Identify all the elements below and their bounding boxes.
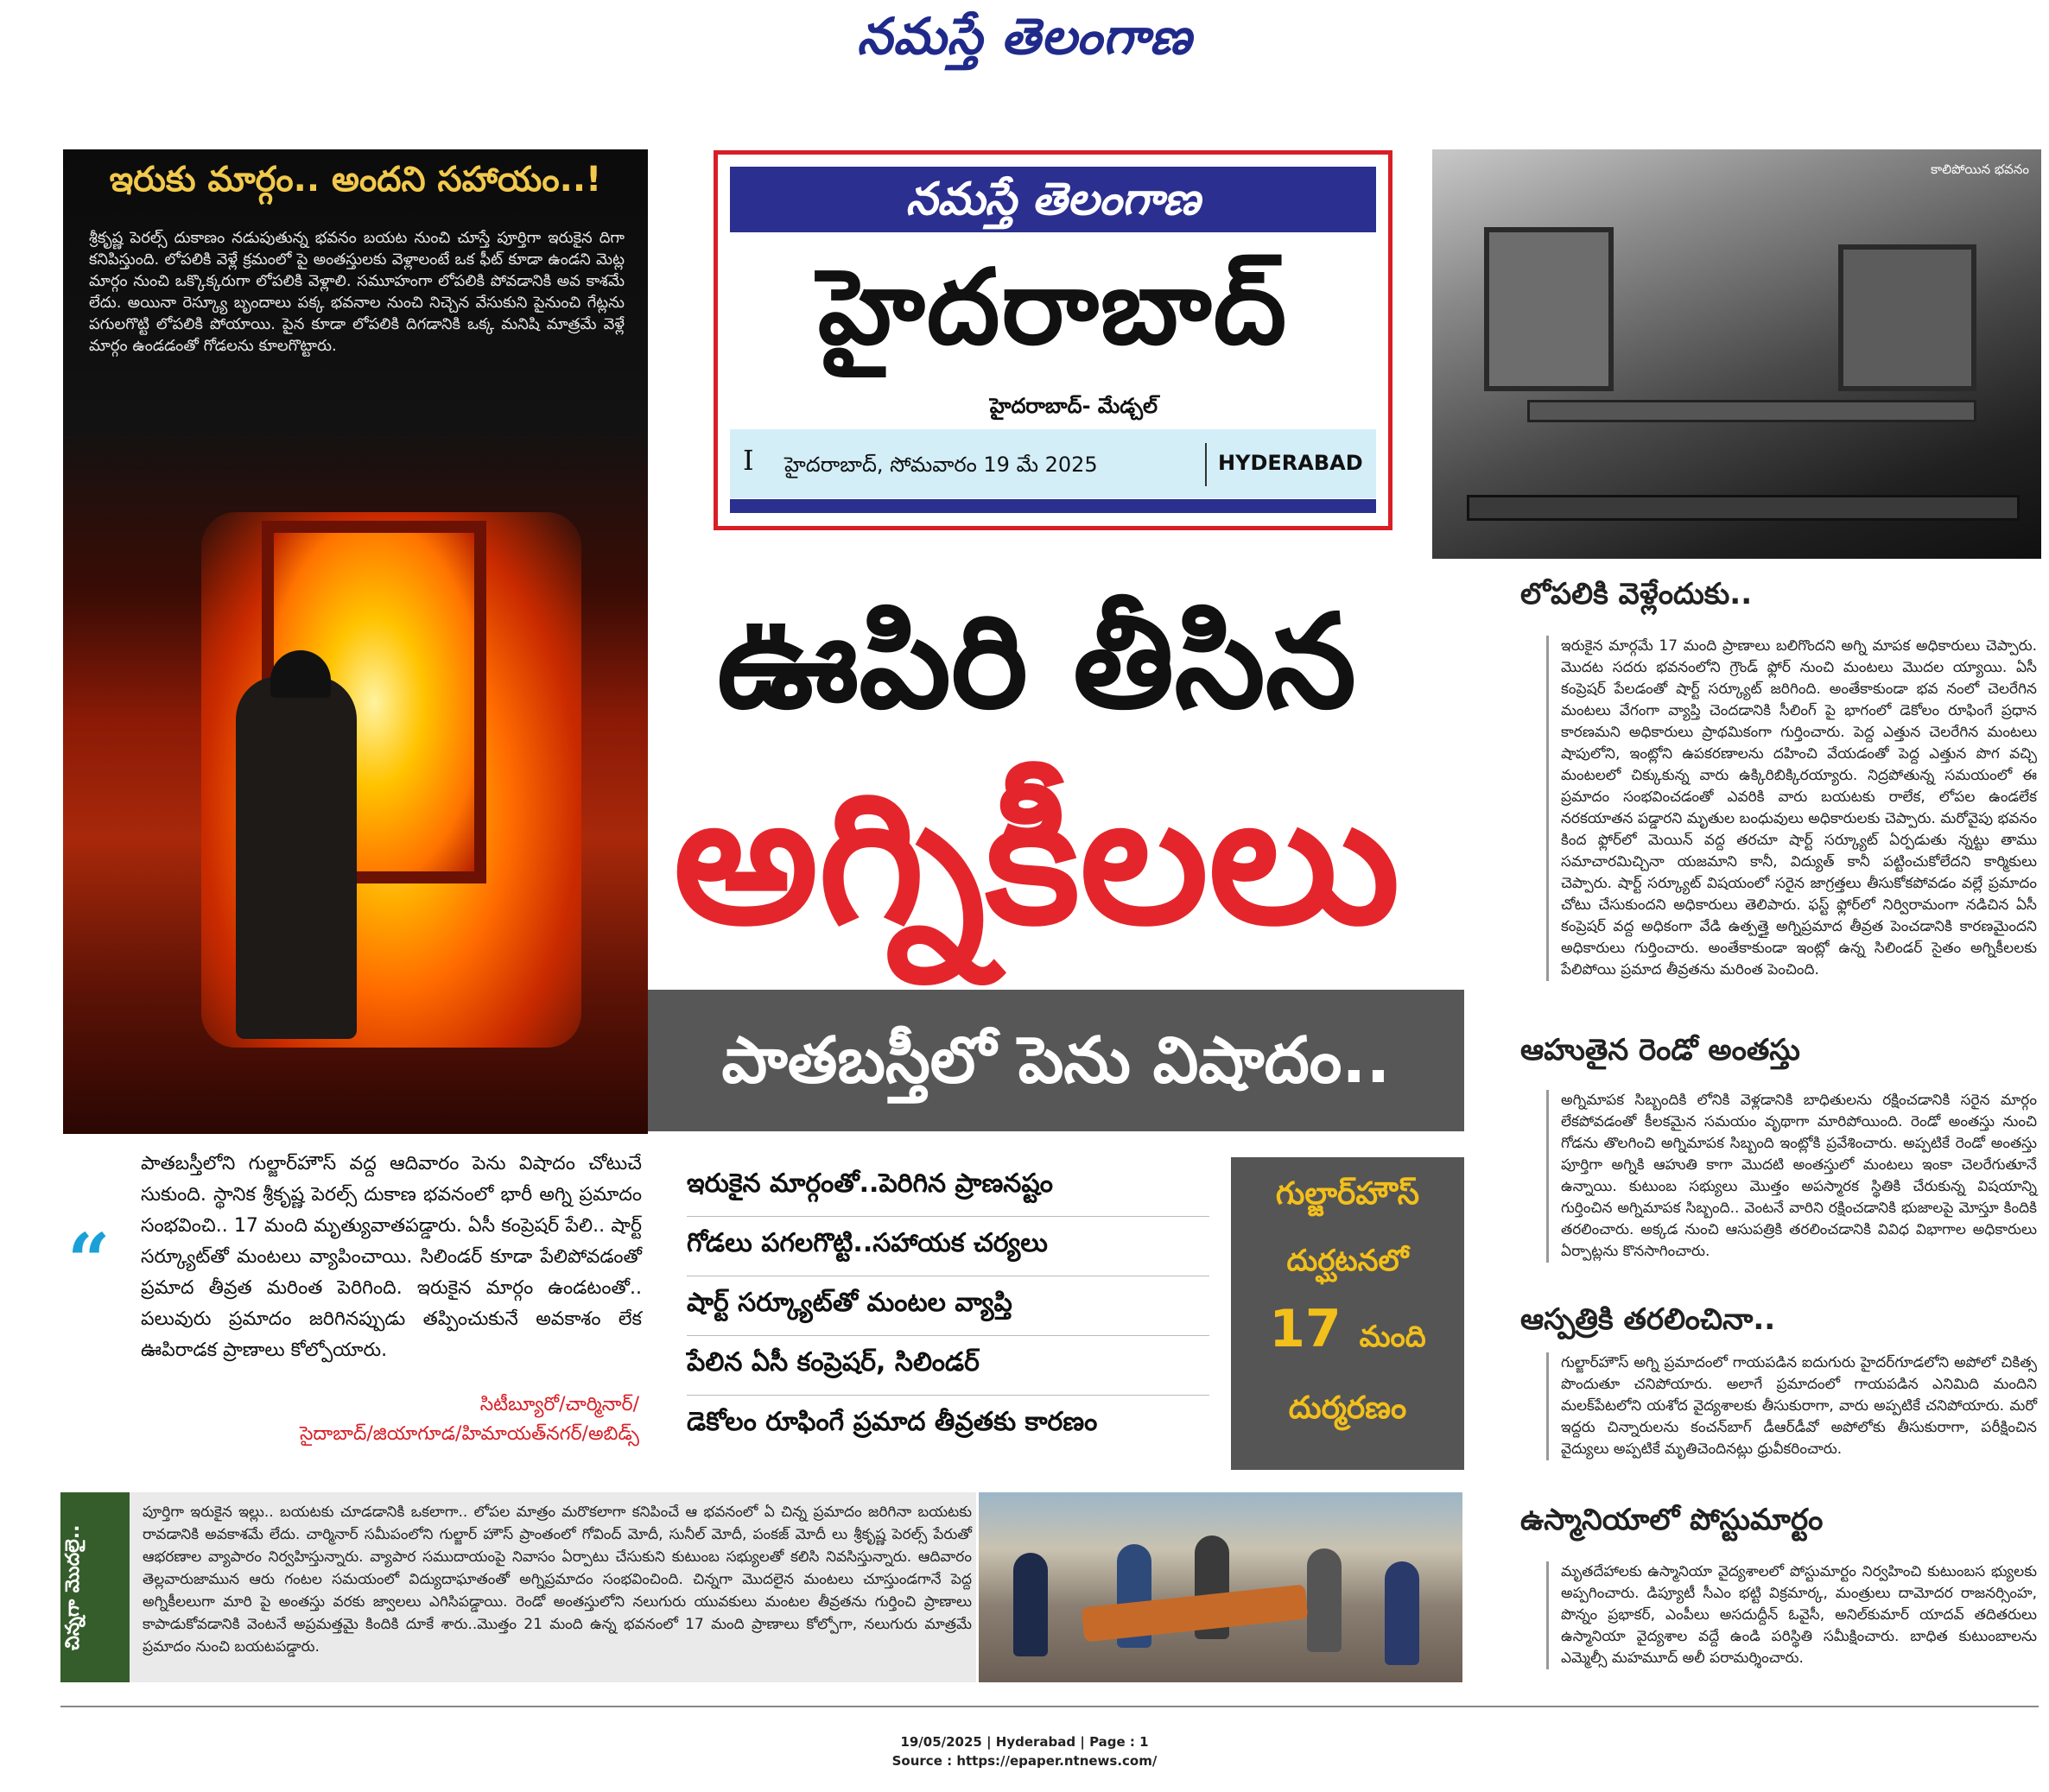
bystander-figure <box>1307 1548 1342 1652</box>
burnt-building-photo <box>1432 149 2041 559</box>
masthead-bottom-bar <box>730 499 1376 513</box>
headline-line1: ఊపిరి తీసిన <box>717 587 1356 738</box>
ruin-railing-upper <box>1527 400 1976 422</box>
right-heading-4: ఉస్మానియాలో పోస్టుమార్టం <box>1520 1503 1824 1537</box>
highlight-item: గోడలు పగలగొట్టి..సహాయక చర్యలు <box>687 1217 1209 1276</box>
death-toll-count <box>1231 1299 1464 1361</box>
sidebar-story-text: పూర్తిగా ఇరుకైన ఇల్లు.. బయటకు చూడడానికి ఒకలాగా.. లోపల మాత్రం మరొకలాగా కనిపించే ఆ భవనంలో ఏ చిన్న ప్రమాదం జరిగినా బయటకు రావడానికి అవకాశమే లేదు. చార్మినార్ సమీపంలోని గుల్జార్ హౌస్ ప్రాంతంలో గోవింద్ మోదీ, సునీల్ మోదీ, పంకజ్ మోదీ లు శ్రీకృష్ణ పెరల్స్ పేరుతో ఆభరణాల వ్యాపారం నిర్వహిస్తున్నారు. వ్యాపార సముదాయంపై నివాసం ఏర్పాటు చేసుకుని కుటుంబ సభ్యులతో కలిసి నివసిస్తున్నారు. ఆదివారం తెల్లవారుజామున ఆరు గంటల సమయంలో విద్యుదాఘాతంతో అగ్నిప్రమాదం సంభవించింది. చిన్నగా మొదలైన మంటలు చూస్తుండగానే పెద్ద అగ్నికీలలుగా మారి పై అంతస్తు వరకు జ్వాలలు ఎగిసిపడ్డాయి. రెండో అంతస్తులోని నలుగురు యువకులు మంటల తీవ్రతను గుర్తించి ప్రాణాలు కాపాడుకోవడానికి వెంటనే అప్రమత్తమై కిందికి దూకే శారు..మొత్తం 21 మంది ఉన్న భవనంలో 17 మంది ప్రాణాలు కోల్పోగా, నలుగురు మాత్రమే ప్రమాదం నుంచి బయటపడ్డారు. <box>143 1504 972 1656</box>
firefighter-figure <box>236 676 357 1039</box>
quote-icon: “ <box>67 1218 111 1305</box>
bystander-figure <box>1013 1553 1048 1656</box>
bystander-figure <box>1385 1561 1419 1665</box>
edition-mark: I <box>743 444 754 477</box>
ruin-window-right <box>1838 244 1976 391</box>
highlight-item: షార్ట్ సర్క్యూట్‌తో మంటల వ్యాప్తి <box>687 1276 1209 1336</box>
subheadline: పాతబస్తీలో పెను విషాదం.. <box>721 1023 1391 1098</box>
death-toll-word: దుర్మరణం <box>1288 1390 1407 1426</box>
death-toll-event: దుర్ఘటనలో <box>1286 1244 1409 1278</box>
fire-photo-panel <box>63 149 648 1134</box>
highlights-list <box>687 1157 1209 1454</box>
highlight-item: డెకోలం రూఫింగే ప్రమాద తీవ్రతకు కారణం <box>687 1407 1098 1437</box>
byline-line1: సిటీబ్యూరో/చార్మినార్/ <box>479 1394 639 1415</box>
masthead-city: హైదరాబాద్ <box>817 248 1289 368</box>
right-heading-1: లోపలికి వెళ్లేందుకు.. <box>1520 577 1753 611</box>
right-paragraph-2: అగ్నిమాపక సిబ్బందికి లోనికి వెళ్లడానికి బాధితులను రక్షించడానికి సరైన మార్గం లేకపోవడంతో కీలకమైన సమయం వృథాగా మారిపోయింది. రెండో అంతస్తు నుంచి గోడను తొలగించి అగ్నిమాపక సిబ్బంది ఇంట్లోకి ప్రవేశించారు. అప్పటికే రెండో అంతస్తు పూర్తిగా అగ్నికి ఆహుతి కాగా మొదటి అంతస్తులో మంటలు ఇంకా చెలరేగుతూనే ఉన్నాయి. కుటుంబ సభ్యులు మొత్తం అపస్మారక స్థితికి చేరుకున్న విషయాన్ని గుర్తించిన అగ్నిమాపక సిబ్బంది.. వెంటనే వారిని రక్షించడానికి భుజాలపై మోస్తూ కిందికి తరలించారు. అక్కడ నుంచి ఆసుపత్రికి తరలించడానికి వివిధ విభాగాల అధికారులు ఏర్పాట్లను కొనసాగించారు. <box>1546 1090 2037 1263</box>
fire-box-title: ఇరుకు మార్గం.. అందని సహాయం..! <box>109 160 602 199</box>
highlight-item: పేలిన ఏసీ కంప్రెషర్, సిలిండర్ <box>687 1336 1209 1396</box>
footer-rule <box>60 1706 2039 1707</box>
sidebar-story-tab-label: చిన్నగా మొదలై.. <box>62 1524 84 1650</box>
headline-line2: అగ్నికీలలు <box>673 753 1400 965</box>
masthead-edition-english: HYDERABAD <box>1218 451 1363 475</box>
ruin-railing-lower <box>1467 495 2020 521</box>
masthead-brand: నమస్తే తెలంగాణ <box>730 167 1376 232</box>
right-heading-2: ఆహుతైన రెండో అంతస్తు <box>1520 1033 1800 1067</box>
death-toll-number: 17 <box>1269 1299 1342 1359</box>
footer-source: Source : https://epaper.ntnews.com/ <box>891 1753 1158 1769</box>
death-toll-unit: మంది <box>1359 1320 1426 1354</box>
rescue-crowd-photo <box>979 1492 1462 1682</box>
ruin-window-left <box>1484 227 1614 391</box>
masthead-divider <box>1205 443 1207 486</box>
right-heading-3: ఆస్పత్రికి తరలించినా.. <box>1520 1302 1776 1337</box>
byline <box>207 1390 639 1449</box>
right-paragraph-3: గుల్జార్‌హౌస్ అగ్ని ప్రమాదంలో గాయపడిన ఐదుగురు హైదర్‌గూడలోని అపోలో చికిత్స పొందుతూ చనిపోయారు. అలాగే ప్రమాదంలో గాయపడిన ఎనిమిది మందిని మలక్‌పేటలోని యశోద వైద్యశాలకు తీసుకురాగా, వారు అప్పటికే చనిపోయారు. మరో ఇద్దరు చిన్నారులను కంచన్‌బాగ్ డీఆర్‌డీవో అపోలోకు తీసుకురాగా, పరీక్షించిన వైద్యులు అప్పటికే మృతిచెందినట్లు ధ్రువీకరించారు. <box>1546 1352 2037 1460</box>
intro-paragraph: పాతబస్తీలోని గుల్జార్‌హౌస్ వద్ద ఆదివారం పెను విషాదం చోటుచే సుకుంది. స్థానిక శ్రీకృష్ణ పెరల్స్ దుకాణ భవనంలో భారీ అగ్ని ప్రమాదం సంభవించి.. 17 మంది మృత్యువాతపడ్డారు. ఏసీ కంప్రెషర్ పేలి.. షార్ట్ సర్క్యూట్‌తో మంటలు వ్యాపించాయి. సిలిండర్ కూడా పేలిపోవడంతో ప్రమాద తీవ్రత మరింత పెరిగింది. ఇరుకైన మార్గం ఉండటంతో.. పలువురు ప్రమాదం జరిగినప్పుడు తప్పించుకునే అవకాశం లేక ఊపిరాడక ప్రాణాలు కోల్పోయారు. <box>141 1153 642 1361</box>
death-toll-place: గుల్జార్‌హౌస్ <box>1275 1176 1420 1212</box>
byline-line2: సైదాబాద్/జియాగూడ/హిమాయత్‌నగర్/అబిడ్స్ <box>299 1423 639 1445</box>
highlight-item: ఇరుకైన మార్గంతో..పెరిగిన ప్రాణనష్టం <box>687 1157 1209 1217</box>
masthead-subtitle: హైదరాబాద్- మేడ్చల్ <box>989 394 1158 418</box>
fire-box-text: శ్రీకృష్ణ పెరల్స్ దుకాణం నడుపుతున్న భవనం బయట నుంచి చూస్తే పూర్తిగా ఇరుకైన దిగా కనిపిస్తుంది. లోపలికి వెళ్లే క్రమంలో పై అంతస్తులకు వెళ్లాలంటే ఒక ఫీట్ కూడా ఉండని మెట్ల మార్గం నుంచి ఒక్కొక్కరుగా లోపలికి వెళ్లాలి. సమూహంగా లోపలికి పోవడానికి అవ కాశమే లేదు. అయినా రెస్క్యూ బృందాలు పక్క భవనాల నుంచి నిచ్చెన వేసుకుని పైనుంచి గేట్లను పగులగొట్టి లోపలికి పోయాయి. పైన కూడా లోపలికి దిగడానికి ఒక్క మనిషి మాత్రమే వెళ్లే మార్గం ఉండడంతో గోడలను కూలగొట్టారు. <box>89 229 625 355</box>
photo-caption: కాలిపోయిన భవనం <box>1931 161 2029 177</box>
masthead-date: హైదరాబాద్, సోమవారం 19 మే 2025 <box>784 453 1098 477</box>
footer-page-info: 19/05/2025 | Hyderabad | Page : 1 <box>900 1734 1149 1750</box>
newspaper-logo: నమస్తే తెలంగాణ <box>857 7 1192 66</box>
right-paragraph-1: ఇరుకైన మార్గమే 17 మంది ప్రాణాలు బలిగొందని అగ్ని మాపక అధికారులు చెప్పారు. మొదట సదరు భవనంలోని గ్రౌండ్ ఫ్లోర్ నుంచి మంటలు మొదల య్యాయి. ఏసీ కంప్రెషర్ పేలడంతో షార్ట్ సర్క్యూట్ జరిగింది. అంతేకాకుండా భవ నంలో చెలరేగిన మంటలు వేగంగా వ్యాప్తి చెందడానికి సీలింగ్ పై భాగంలో డెకోలం రూఫింగే ప్రధాన కారణమని అధికారులు ప్రాథమికంగా గుర్తించారు. పెద్ద ఎత్తున చెలరేగిన మంటలు షాపులోని, ఇంట్లోని ఉపకరణాలను దహించి వేయడంతో పెద్ద ఎత్తున పొగ వచ్చి మంటలలో చిక్కుకున్న వారు ఉక్కిరిబిక్కిరయ్యారు. నిద్రపోతున్న సమయంలో ఈ ప్రమాదం సంభవించడంతో ఎవరికి వారు బయటకు రాలేక, లోపల ఉండలేక నరకయాతన పడ్డారని మృతుల బంధువులు అధికారులకు చెప్పారు. మరోవైపు భవనం కింద ఫ్లోర్‌లో మెయిన్ వద్ద తరచూ షార్ట్ సర్క్యూట్ ఏర్పడుతు న్నట్టు తాము సమాచారమిచ్చినా యజమాని కానీ, విద్యుత్ కానీ పట్టించుకోలేదని కార్మికులు చెప్పారు. షార్ట్ సర్క్యూట్ విషయంలో సరైన జాగ్రత్తలు తీసుకోకపోవడం వల్లే ప్రమాదం చోటు చేసుకుందని అధికారులు తెలిపారు. ఫస్ట్ ఫ్లోర్‌లో నిర్విరామంగా నడిచిన ఏసీ కంప్రెషర్ వద్ద అధికంగా వేడి ఉత్పత్తై అగ్నిప్రమాద తీవ్రత పెంచడానికి కారణమైందని అధికారులు గుర్తించారు. అంతేకాకుండా ఇంట్లో ఉన్న సిలిండర్ సైతం అగ్నికీలలకు పేలిపోయి ప్రమాద తీవ్రతను మరింత పెంచింది. <box>1546 636 2037 981</box>
right-paragraph-4: మృతదేహాలకు ఉస్మానియా వైద్యశాలలో పోస్టుమార్టం నిర్వహించి కుటుంబస భ్యులకు అప్పగించారు. డిప్యూటీ సీఎం భట్టి విక్రమార్క, మంత్రులు దామోదర రాజనర్సింహ, పొన్నం ప్రభాకర్, ఎంపీలు అసదుద్దీన్ ఓవైసీ, అనిల్‌కుమార్ యాదవ్ తదితరులు ఉస్మానియా వైద్యశాల వద్దే ఉండి పరిస్థితి సమీక్షించారు. బాధిత కుటుంబాలను ఎమ్మెల్సీ మహమూద్ అలీ పరామర్శించారు. <box>1546 1561 2037 1669</box>
